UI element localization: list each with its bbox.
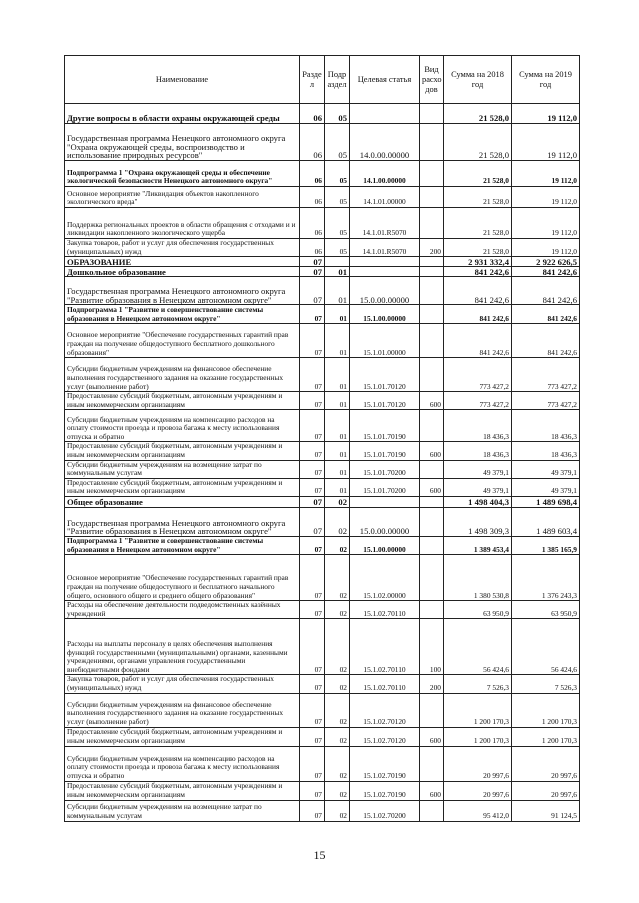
row-target-article: 15.1.00.00000 bbox=[350, 305, 420, 324]
row-sum-2018: 1 200 170,3 bbox=[444, 693, 512, 727]
row-podrazdel: 01 bbox=[325, 410, 350, 442]
row-razdel: 07 bbox=[300, 267, 325, 277]
row-podrazdel: 05 bbox=[325, 187, 350, 208]
row-name: Основное мероприятие "Обеспечение государственных гарантий прав граждан на получение общедоступного бесплатного дошкольного образования" bbox=[65, 324, 300, 358]
row-razdel: 07 bbox=[300, 619, 325, 675]
row-sum-2018: 20 997,6 bbox=[444, 746, 512, 781]
row-target-article bbox=[350, 267, 420, 277]
row-razdel: 07 bbox=[300, 693, 325, 727]
row-sum-2018: 63 950,9 bbox=[444, 601, 512, 619]
row-podrazdel: 01 bbox=[325, 392, 350, 410]
table-row bbox=[65, 496, 580, 507]
row-target-article: 15.1.02.70190 bbox=[350, 781, 420, 800]
row-target-article: 15.1.02.70110 bbox=[350, 675, 420, 693]
row-sum-2019: 841 242,6 bbox=[512, 267, 580, 277]
row-name: Основное мероприятие "Ликвидация объектов накопленного экологического вреда" bbox=[65, 187, 300, 208]
row-podrazdel: 02 bbox=[325, 619, 350, 675]
header-sum-2019: Сумма на 2019 год bbox=[512, 56, 580, 104]
row-razdel: 06 bbox=[300, 187, 325, 208]
row-name: Субсидии бюджетным учреждениям на возмещение затрат по коммунальным услугам bbox=[65, 460, 300, 478]
row-target-article: 15.1.01.70190 bbox=[350, 410, 420, 442]
row-expense-type bbox=[420, 507, 444, 536]
row-name: Подпрограмма 1 "Охрана окружающей среды и обеспечение экологической безопасности Ненецкого автономного округа" bbox=[65, 161, 300, 187]
row-sum-2019: 1 200 170,3 bbox=[512, 693, 580, 727]
row-podrazdel: 02 bbox=[325, 693, 350, 727]
row-razdel: 07 bbox=[300, 746, 325, 781]
table-row bbox=[65, 675, 580, 693]
row-name: ОБРАЗОВАНИЕ bbox=[65, 257, 300, 267]
row-razdel: 07 bbox=[300, 675, 325, 693]
table-row bbox=[65, 555, 580, 601]
row-podrazdel: 02 bbox=[325, 781, 350, 800]
table-row bbox=[65, 161, 580, 187]
row-sum-2019: 19 112,0 bbox=[512, 239, 580, 257]
header-sum-2018: Сумма на 2018 год bbox=[444, 56, 512, 104]
row-name: Расходы на обеспечение деятельности подведомственных казённых учреждений bbox=[65, 601, 300, 619]
row-expense-type: 200 bbox=[420, 675, 444, 693]
row-podrazdel: 02 bbox=[325, 675, 350, 693]
row-sum-2018: 21 528,0 bbox=[444, 208, 512, 239]
row-podrazdel: 01 bbox=[325, 267, 350, 277]
row-sum-2018: 18 436,3 bbox=[444, 442, 512, 460]
row-name: Предоставление субсидий бюджетным, автономным учреждениям и иным некоммерческим организациям bbox=[65, 478, 300, 496]
table-row bbox=[65, 781, 580, 800]
row-expense-type: 600 bbox=[420, 781, 444, 800]
row-target-article: 15.1.02.00000 bbox=[350, 555, 420, 601]
header-podrazdel: Подр аздел bbox=[325, 56, 350, 104]
row-name: Общее образование bbox=[65, 496, 300, 507]
row-target-article: 15.1.01.70190 bbox=[350, 442, 420, 460]
row-sum-2018: 21 528,0 bbox=[444, 104, 512, 124]
row-target-article: 14.1.01.00000 bbox=[350, 187, 420, 208]
row-sum-2019: 49 379,1 bbox=[512, 478, 580, 496]
row-razdel: 07 bbox=[300, 442, 325, 460]
row-expense-type: 600 bbox=[420, 727, 444, 746]
row-podrazdel: 05 bbox=[325, 208, 350, 239]
table-row bbox=[65, 601, 580, 619]
row-podrazdel: 02 bbox=[325, 727, 350, 746]
row-razdel: 06 bbox=[300, 104, 325, 124]
row-sum-2019: 1 376 243,3 bbox=[512, 555, 580, 601]
row-name: Субсидии бюджетным учреждениям на возмещение затрат по коммунальным услугам bbox=[65, 800, 300, 821]
table-row bbox=[65, 124, 580, 161]
row-expense-type: 200 bbox=[420, 239, 444, 257]
row-sum-2018: 773 427,2 bbox=[444, 392, 512, 410]
row-razdel: 07 bbox=[300, 277, 325, 305]
row-podrazdel: 05 bbox=[325, 104, 350, 124]
row-sum-2018: 20 997,6 bbox=[444, 781, 512, 800]
row-target-article: 15.0.00.00000 bbox=[350, 507, 420, 536]
row-name: Закупка товаров, работ и услуг для обеспечения государственных (муниципальных) нужд bbox=[65, 675, 300, 693]
row-sum-2019: 18 436,3 bbox=[512, 410, 580, 442]
row-target-article bbox=[350, 496, 420, 507]
row-podrazdel: 01 bbox=[325, 358, 350, 392]
row-sum-2018: 1 200 170,3 bbox=[444, 727, 512, 746]
row-name: Государственная программа Ненецкого автономного округа "Развитие образования в Ненецком автономном округе" bbox=[65, 507, 300, 536]
row-sum-2019: 7 526,3 bbox=[512, 675, 580, 693]
row-expense-type bbox=[420, 161, 444, 187]
row-target-article: 14.0.00.00000 bbox=[350, 124, 420, 161]
budget-table bbox=[64, 55, 580, 822]
row-sum-2019: 19 112,0 bbox=[512, 161, 580, 187]
row-sum-2018: 21 528,0 bbox=[444, 239, 512, 257]
row-razdel: 07 bbox=[300, 601, 325, 619]
table-row bbox=[65, 693, 580, 727]
row-name: Другие вопросы в области охраны окружающей среды bbox=[65, 104, 300, 124]
row-expense-type: 600 bbox=[420, 392, 444, 410]
row-razdel: 07 bbox=[300, 800, 325, 821]
row-sum-2018: 1 498 404,3 bbox=[444, 496, 512, 507]
row-target-article: 15.1.00.00000 bbox=[350, 536, 420, 554]
row-podrazdel: 01 bbox=[325, 478, 350, 496]
row-target-article: 15.0.00.00000 bbox=[350, 277, 420, 305]
row-razdel: 07 bbox=[300, 507, 325, 536]
row-podrazdel: 05 bbox=[325, 161, 350, 187]
row-razdel: 07 bbox=[300, 257, 325, 267]
row-sum-2018: 49 379,1 bbox=[444, 460, 512, 478]
row-name: Государственная программа Ненецкого автономного округа "Развитие образования в Ненецком автономном округе" bbox=[65, 277, 300, 305]
row-sum-2019: 56 424,6 bbox=[512, 619, 580, 675]
row-target-article: 14.1.00.00000 bbox=[350, 161, 420, 187]
row-target-article: 15.1.02.70110 bbox=[350, 619, 420, 675]
row-target-article: 15.1.01.00000 bbox=[350, 324, 420, 358]
table-row bbox=[65, 410, 580, 442]
row-podrazdel: 02 bbox=[325, 507, 350, 536]
table-row bbox=[65, 239, 580, 257]
row-sum-2019: 773 427,2 bbox=[512, 358, 580, 392]
row-target-article: 15.1.01.70120 bbox=[350, 392, 420, 410]
table-row bbox=[65, 460, 580, 478]
row-razdel: 06 bbox=[300, 161, 325, 187]
row-expense-type bbox=[420, 324, 444, 358]
row-podrazdel: 01 bbox=[325, 305, 350, 324]
row-razdel: 07 bbox=[300, 478, 325, 496]
row-name: Предоставление субсидий бюджетным, автономным учреждениям и иным некоммерческим организациям bbox=[65, 442, 300, 460]
row-target-article bbox=[350, 104, 420, 124]
row-name: Субсидии бюджетным учреждениям на финансовое обеспечение выполнения государственного задания на оказание государственных услуг (выполнение работ) bbox=[65, 358, 300, 392]
row-sum-2019: 2 922 626,5 bbox=[512, 257, 580, 267]
row-razdel: 06 bbox=[300, 208, 325, 239]
table-row bbox=[65, 507, 580, 536]
row-sum-2018: 841 242,6 bbox=[444, 305, 512, 324]
row-expense-type bbox=[420, 257, 444, 267]
row-sum-2019: 1 489 698,4 bbox=[512, 496, 580, 507]
row-target-article: 15.1.02.70200 bbox=[350, 800, 420, 821]
row-razdel: 07 bbox=[300, 727, 325, 746]
row-podrazdel: 02 bbox=[325, 800, 350, 821]
row-name: Подпрограмма 1 "Развитие и совершенствование системы образования в Ненецком автономном округе" bbox=[65, 305, 300, 324]
row-expense-type bbox=[420, 460, 444, 478]
row-expense-type bbox=[420, 104, 444, 124]
table-row bbox=[65, 187, 580, 208]
row-target-article: 14.1.01.R5070 bbox=[350, 208, 420, 239]
row-expense-type bbox=[420, 208, 444, 239]
row-sum-2019: 18 436,3 bbox=[512, 442, 580, 460]
row-podrazdel: 02 bbox=[325, 601, 350, 619]
row-sum-2019: 20 997,6 bbox=[512, 746, 580, 781]
row-expense-type: 600 bbox=[420, 478, 444, 496]
row-sum-2019: 63 950,9 bbox=[512, 601, 580, 619]
row-sum-2019: 773 427,2 bbox=[512, 392, 580, 410]
row-expense-type bbox=[420, 187, 444, 208]
row-target-article: 15.1.02.70110 bbox=[350, 601, 420, 619]
row-sum-2018: 56 424,6 bbox=[444, 619, 512, 675]
row-sum-2019: 1 385 165,9 bbox=[512, 536, 580, 554]
row-target-article: 14.1.01.R5070 bbox=[350, 239, 420, 257]
row-sum-2018: 21 528,0 bbox=[444, 187, 512, 208]
row-razdel: 07 bbox=[300, 555, 325, 601]
table-row bbox=[65, 277, 580, 305]
table-row bbox=[65, 536, 580, 554]
row-expense-type bbox=[420, 536, 444, 554]
row-name: Субсидии бюджетным учреждениям на компенсацию расходов на оплату стоимости проезда и провоза багажа к месту использования отпуска и обратно bbox=[65, 746, 300, 781]
table-row bbox=[65, 478, 580, 496]
row-podrazdel: 01 bbox=[325, 460, 350, 478]
row-podrazdel: 02 bbox=[325, 536, 350, 554]
row-expense-type bbox=[420, 601, 444, 619]
row-target-article: 15.1.02.70120 bbox=[350, 727, 420, 746]
row-sum-2019: 49 379,1 bbox=[512, 460, 580, 478]
row-name: Расходы на выплаты персоналу в целях обеспечения выполнения функций государственными (муниципальными) органами, казенными учреждениями, органами управления государственными внебюджетными фондами bbox=[65, 619, 300, 675]
table-row bbox=[65, 619, 580, 675]
row-sum-2019: 1 200 170,3 bbox=[512, 727, 580, 746]
row-razdel: 07 bbox=[300, 460, 325, 478]
header-razdel: Разде л bbox=[300, 56, 325, 104]
table-row bbox=[65, 800, 580, 821]
row-razdel: 07 bbox=[300, 305, 325, 324]
row-sum-2018: 1 380 530,8 bbox=[444, 555, 512, 601]
row-expense-type bbox=[420, 555, 444, 601]
row-name: Подпрограмма 1 "Развитие и совершенствование системы образования в Ненецком автономном округе" bbox=[65, 536, 300, 554]
row-target-article: 15.1.01.70200 bbox=[350, 478, 420, 496]
row-razdel: 07 bbox=[300, 410, 325, 442]
row-target-article bbox=[350, 257, 420, 267]
row-expense-type bbox=[420, 496, 444, 507]
row-name: Субсидии бюджетным учреждениям на финансовое обеспечение выполнения государственного задания на оказание государственных услуг (выполнение работ) bbox=[65, 693, 300, 727]
row-podrazdel: 02 bbox=[325, 746, 350, 781]
row-sum-2018: 1 498 309,3 bbox=[444, 507, 512, 536]
table-row bbox=[65, 267, 580, 277]
row-target-article: 15.1.01.70120 bbox=[350, 358, 420, 392]
row-sum-2019: 19 112,0 bbox=[512, 124, 580, 161]
row-sum-2019: 91 124,5 bbox=[512, 800, 580, 821]
row-sum-2018: 841 242,6 bbox=[444, 277, 512, 305]
row-podrazdel: 01 bbox=[325, 277, 350, 305]
row-expense-type: 100 bbox=[420, 619, 444, 675]
row-name: Предоставление субсидий бюджетным, автономным учреждениям и иным некоммерческим организациям bbox=[65, 727, 300, 746]
row-sum-2019: 19 112,0 bbox=[512, 208, 580, 239]
row-sum-2018: 95 412,0 bbox=[444, 800, 512, 821]
row-target-article: 15.1.01.70200 bbox=[350, 460, 420, 478]
table-row bbox=[65, 104, 580, 124]
row-razdel: 07 bbox=[300, 781, 325, 800]
table-row bbox=[65, 392, 580, 410]
row-razdel: 07 bbox=[300, 324, 325, 358]
row-podrazdel: 02 bbox=[325, 555, 350, 601]
table-row bbox=[65, 358, 580, 392]
row-sum-2018: 2 931 332,4 bbox=[444, 257, 512, 267]
row-expense-type: 600 bbox=[420, 442, 444, 460]
row-name: Дошкольное образование bbox=[65, 267, 300, 277]
row-name: Государственная программа Ненецкого автономного округа "Охрана окружающей среды, воспроизводство и использование природных ресурсов" bbox=[65, 124, 300, 161]
row-sum-2018: 21 528,0 bbox=[444, 124, 512, 161]
row-target-article: 15.1.02.70190 bbox=[350, 746, 420, 781]
row-expense-type bbox=[420, 693, 444, 727]
row-sum-2018: 841 242,6 bbox=[444, 324, 512, 358]
row-podrazdel: 05 bbox=[325, 239, 350, 257]
row-sum-2018: 1 389 453,4 bbox=[444, 536, 512, 554]
row-podrazdel: 01 bbox=[325, 442, 350, 460]
table-row bbox=[65, 727, 580, 746]
row-razdel: 07 bbox=[300, 536, 325, 554]
row-podrazdel: 02 bbox=[325, 496, 350, 507]
row-expense-type bbox=[420, 746, 444, 781]
header-expense-type: Вид расхо дов bbox=[420, 56, 444, 104]
row-sum-2019: 19 112,0 bbox=[512, 104, 580, 124]
row-razdel: 07 bbox=[300, 392, 325, 410]
row-expense-type bbox=[420, 277, 444, 305]
row-podrazdel: 05 bbox=[325, 124, 350, 161]
table-row bbox=[65, 305, 580, 324]
row-razdel: 07 bbox=[300, 358, 325, 392]
row-name: Поддержка региональных проектов в области обращения с отходами и и ликвидации накопленного экологического ущерба bbox=[65, 208, 300, 239]
row-name: Закупка товаров, работ и услуг для обеспечения государственных (муниципальных) нужд bbox=[65, 239, 300, 257]
row-expense-type bbox=[420, 358, 444, 392]
page-number: 15 bbox=[313, 848, 326, 862]
table-header bbox=[65, 56, 580, 104]
table-row bbox=[65, 746, 580, 781]
row-name: Субсидии бюджетным учреждениям на компенсацию расходов на оплату стоимости проезда и провоза багажа к месту использования отпуска и обратно bbox=[65, 410, 300, 442]
row-sum-2018: 49 379,1 bbox=[444, 478, 512, 496]
row-sum-2019: 841 242,6 bbox=[512, 305, 580, 324]
row-sum-2019: 841 242,6 bbox=[512, 324, 580, 358]
row-razdel: 07 bbox=[300, 496, 325, 507]
row-sum-2019: 1 489 603,4 bbox=[512, 507, 580, 536]
row-target-article: 15.1.02.70120 bbox=[350, 693, 420, 727]
row-expense-type bbox=[420, 410, 444, 442]
table-row bbox=[65, 257, 580, 267]
row-razdel: 06 bbox=[300, 124, 325, 161]
row-name: Предоставление субсидий бюджетным, автономным учреждениям и иным некоммерческим организациям bbox=[65, 781, 300, 800]
row-name: Предоставление субсидий бюджетным, автономным учреждениям и иным некоммерческим организациям bbox=[65, 392, 300, 410]
row-expense-type bbox=[420, 800, 444, 821]
table-row bbox=[65, 324, 580, 358]
row-name: Основное мероприятие "Обеспечение государственных гарантий прав граждан на получение общедоступного и бесплатного начального общего, основного общего и среднего общего образования" bbox=[65, 555, 300, 601]
row-sum-2018: 18 436,3 bbox=[444, 410, 512, 442]
row-sum-2019: 19 112,0 bbox=[512, 187, 580, 208]
row-sum-2018: 21 528,0 bbox=[444, 161, 512, 187]
row-podrazdel bbox=[325, 257, 350, 267]
row-razdel: 06 bbox=[300, 239, 325, 257]
row-podrazdel: 01 bbox=[325, 324, 350, 358]
row-expense-type bbox=[420, 124, 444, 161]
header-name: Наименование bbox=[65, 56, 300, 104]
row-sum-2018: 841 242,6 bbox=[444, 267, 512, 277]
row-sum-2019: 841 242,6 bbox=[512, 277, 580, 305]
table-row bbox=[65, 442, 580, 460]
header-target-article: Целевая статья bbox=[350, 56, 420, 104]
row-expense-type bbox=[420, 305, 444, 324]
row-sum-2018: 773 427,2 bbox=[444, 358, 512, 392]
row-expense-type bbox=[420, 267, 444, 277]
row-sum-2019: 20 997,6 bbox=[512, 781, 580, 800]
row-sum-2018: 7 526,3 bbox=[444, 675, 512, 693]
table-row bbox=[65, 208, 580, 239]
table-body bbox=[65, 104, 580, 822]
